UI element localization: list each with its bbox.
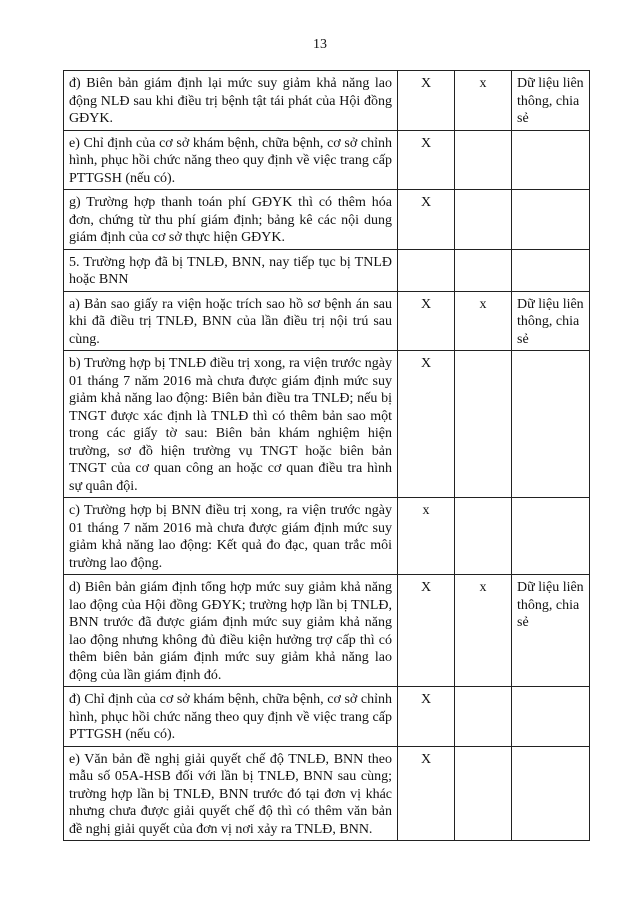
row-note <box>512 190 590 250</box>
row-description: e) Chỉ định của cơ sở khám bệnh, chữa bệnh, cơ sở chỉnh hình, phục hồi chức năng theo quy định về việc trang cấp PTTGSH (nếu có). <box>64 130 398 190</box>
row-note: Dữ liệu liên thông, chia sẻ <box>512 575 590 687</box>
row-mark-secondary <box>455 249 512 291</box>
row-note <box>512 249 590 291</box>
row-mark-secondary <box>455 498 512 575</box>
row-mark-primary: X <box>398 746 455 841</box>
row-description: c) Trường hợp bị BNN điều trị xong, ra viện trước ngày 01 tháng 7 năm 2016 mà chưa được giám định mức suy giảm khả năng lao động: Kết quả đo đạc, quan trắc môi trường lao động. <box>64 498 398 575</box>
row-description: a) Bản sao giấy ra viện hoặc trích sao hồ sơ bệnh án sau khi đã điều trị TNLĐ, BNN của lần điều trị nội trú sau cùng. <box>64 291 398 351</box>
table-row <box>64 190 590 250</box>
row-description: d) Biên bản giám định tổng hợp mức suy giảm khả năng lao động của Hội đồng GĐYK; trường hợp lần bị TNLĐ, BNN trước đã được giám định mức suy giảm khả năng lao động nhưng không đủ điều kiện hưởng trợ cấp thì có thêm biên bản giám định mức suy giảm khả năng lao động của lần giám định đó. <box>64 575 398 687</box>
row-description: đ) Biên bản giám định lại mức suy giảm khả năng lao động NLĐ sau khi điều trị bệnh tật tái phát của Hội đồng GĐYK. <box>64 71 398 131</box>
row-description: e) Văn bản đề nghị giải quyết chế độ TNLĐ, BNN theo mẫu số 05A-HSB đối với lần bị TNLĐ, BNN sau cùng; trường hợp lần bị TNLĐ, BNN trước đó tại đơn vị khác nhưng chưa được giải quyết chế độ thì có thêm văn bản đề nghị giải quyết của đơn vị nơi xảy ra TNLĐ, BNN. <box>64 746 398 841</box>
row-mark-secondary <box>455 190 512 250</box>
page-number: 13 <box>313 37 327 52</box>
table-row <box>64 351 590 498</box>
table-row <box>64 687 590 747</box>
table-row <box>64 498 590 575</box>
row-mark-secondary: x <box>455 71 512 131</box>
row-mark-primary: X <box>398 351 455 498</box>
row-note <box>512 130 590 190</box>
row-note <box>512 498 590 575</box>
document-table <box>63 70 590 841</box>
row-mark-primary <box>398 249 455 291</box>
row-note: Dữ liệu liên thông, chia sẻ <box>512 291 590 351</box>
row-mark-secondary <box>455 130 512 190</box>
row-mark-primary: X <box>398 291 455 351</box>
row-mark-secondary <box>455 687 512 747</box>
row-mark-secondary <box>455 351 512 498</box>
table-row <box>64 746 590 841</box>
row-description: đ) Chỉ định của cơ sở khám bệnh, chữa bệnh, cơ sở chỉnh hình, phục hồi chức năng theo quy định về việc trang cấp PTTGSH (nếu có). <box>64 687 398 747</box>
row-note <box>512 746 590 841</box>
table-row <box>64 130 590 190</box>
row-description: b) Trường hợp bị TNLĐ điều trị xong, ra viện trước ngày 01 tháng 7 năm 2016 mà chưa được giám định mức suy giảm khả năng lao động: Biên bản điều tra TNLĐ; nếu bị TNGT được xác định là TNLĐ thì có thêm bản sao một trong các giấy tờ sau: Biên bản khám nghiệm hiện trường, sơ đồ hiện trường vụ TNGT hoặc biên bản TNGT của cơ quan công an hoặc cơ quan điều tra hình sự quân đội. <box>64 351 398 498</box>
table-row <box>64 291 590 351</box>
row-mark-primary: X <box>398 687 455 747</box>
row-mark-primary: X <box>398 130 455 190</box>
row-mark-secondary <box>455 746 512 841</box>
row-mark-primary: X <box>398 190 455 250</box>
section-heading: 5. Trường hợp đã bị TNLĐ, BNN, nay tiếp tục bị TNLĐ hoặc BNN <box>64 249 398 291</box>
row-mark-primary: X <box>398 71 455 131</box>
table-row-section-heading <box>64 249 590 291</box>
table-row <box>64 71 590 131</box>
row-mark-secondary: x <box>455 575 512 687</box>
row-description: g) Trường hợp thanh toán phí GĐYK thì có thêm hóa đơn, chứng từ thu phí giám định; bảng kê các nội dung giám định của cơ sở thực hiện GĐYK. <box>64 190 398 250</box>
table-row <box>64 575 590 687</box>
row-note: Dữ liệu liên thông, chia sẻ <box>512 71 590 131</box>
row-mark-secondary: x <box>455 291 512 351</box>
row-note <box>512 351 590 498</box>
row-mark-primary: X <box>398 575 455 687</box>
row-mark-primary: x <box>398 498 455 575</box>
row-note <box>512 687 590 747</box>
